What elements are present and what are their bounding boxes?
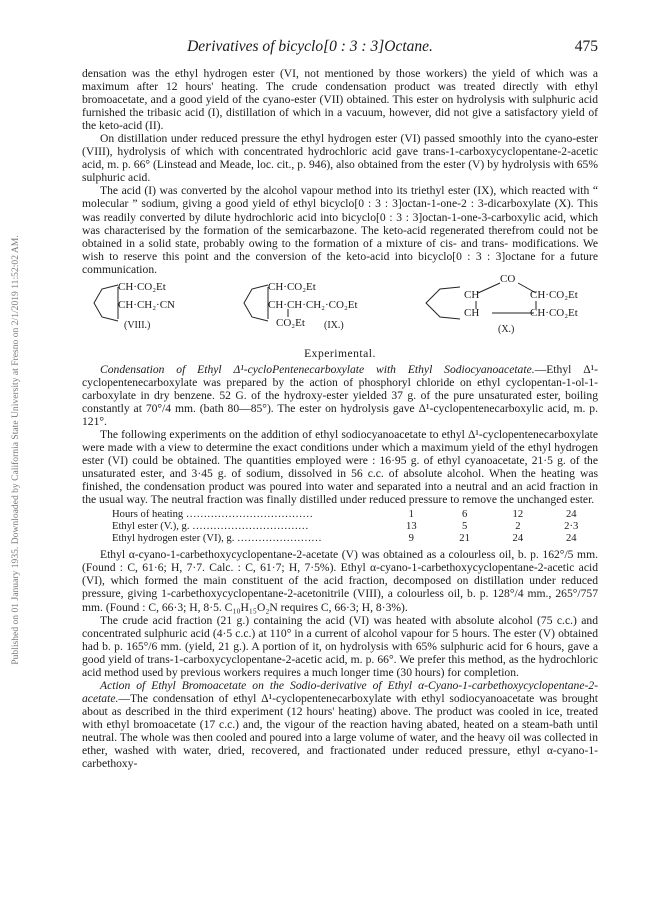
table-cell: 9 xyxy=(408,533,414,545)
action-text: —The condensation of ethyl Δ¹-cyclopentenecarboxylate with ethyl sodiocyanoacetate was brought about as described in the third experiment (12 hours' heating) above. The product was cooled in ice, treated with ethyl bromoacetate (17 c.c.) and, the vigour of the reaction having abated, heated on a steam-bath until neutral. The whole was then cooled and poured into a large volume of water, and the heavy oil was collected in ether, washed with water, dried, recovered, and fractionated under reduced pressure, ethyl α-cyano-1-carbethoxy- xyxy=(82,691,598,771)
formula-x-right-top: CH·CO₂Et xyxy=(530,288,578,301)
table-cell: 1 xyxy=(408,509,414,521)
condensation-text: —Ethyl Δ¹-cyclopentenecarboxylate was prepared by the action of phosphoryl chloride on ethyl cyclopentan-1-ol-1-carboxylate in dry benzene. 52 G. of the hydroxy-ester yielded 37 g. of the pure unsaturated ester, boiling constantly at 70°/4 mm. (bath 80—85°). The ester on hydrolysis gave Δ¹-cyclopentenecarboxylic acid, m. p. 121°. xyxy=(82,362,598,428)
table-row-label: Ethyl hydrogen ester (VI), g. …………………… xyxy=(112,533,322,545)
table-row-label: Hours of heating ……………………………… xyxy=(112,509,313,521)
formula-x xyxy=(418,272,598,339)
paragraph: densation was the ethyl hydrogen ester (VI, not mentioned by those workers) the yield of which was a maximum after 12 hours' heating. The crude condensation product was treated directly with ethyl bromoacetate, and a good yield of the cyano-ester (VII) obtained. This ester on hydrolysis with sulphuric acid furnished the tribasic acid (I), distillation of which in a vacuum, however, did not give a satisfactory yield of the keto-acid (II). xyxy=(82,67,598,133)
formula-ix xyxy=(242,279,412,339)
table-cell: 2 xyxy=(515,521,521,533)
table-cell: 5 xyxy=(461,521,468,533)
table-row xyxy=(112,521,598,533)
paragraph-following: The following experiments on the addition of ethyl sodiocyanoacetate to ethyl Δ¹-cyclopentenecarboxylate were made with a view to determine the exact conditions under which a maximum yield of the ethyl hydrogen ester (VI) could be obtained. The quantities employed were : 16·95 g. of ethyl cyanoacetate, 21·5 g. of the unsaturated ester, and 3·45 g. of sodium, dissolved in 56 c.c. of absolute alcohol. When the heating was finished, the condensation product was poured into water and separated into a neutral and an acid fraction in the usual way. The neutral fraction was finally distilled under reduced pressure to remove the unchanged ester. xyxy=(82,428,598,507)
action-heading: Action of Ethyl Bromoacetate on the Sodio-derivative of Ethyl α-Cyano-1-carbethoxycyclopentane-2-acetate. xyxy=(82,678,598,705)
section-title-experimental: Experimental. xyxy=(304,346,376,360)
formula-x-right-bottom: CH·CO₂Et xyxy=(530,306,578,319)
table-row xyxy=(112,509,598,521)
table-cell: 24 xyxy=(565,509,577,521)
paragraph: The crude acid fraction (21 g.) containing the acid (VI) was heated with absolute alcohol (75 c.c.) and concentrated sulphuric acid (4·5 c.c.) at 110° in a current of alcohol vapour for 5 hours. The ester (V) obtained had b. p. 165°/6 mm. (yield, 21 g.). A portion of it, on hydrolysis with 65% sulphuric acid for 6 hours, gave a good yield of trans-1-carboxycyclopentane-2-acetic acid, m. p. 66°. We prefer this method, as the hydrochloric acid method used by previous workers requires a much longer time (30 hours) for completion. xyxy=(82,613,598,679)
paragraph-action xyxy=(82,679,598,770)
table-cell: 2·3 xyxy=(564,521,579,533)
formula-ix-label: (IX.) xyxy=(324,319,344,331)
table-cell: 12 xyxy=(512,509,524,521)
paragraph-condensation xyxy=(82,363,598,428)
table-row xyxy=(112,533,598,545)
formula-x-co: CO xyxy=(500,272,516,285)
heating-results-table xyxy=(112,509,598,545)
table-cell: 24 xyxy=(512,533,524,545)
table-cell: 13 xyxy=(406,521,417,533)
condensation-heading: Condensation of Ethyl Δ¹-cycloPentenecarboxylate with Ethyl Sodiocyanoacetate. xyxy=(100,362,535,376)
formula-viii-line2: CH·CH₂·CN xyxy=(118,298,176,311)
paragraph: The acid (I) was converted by the alcohol vapour method into its triethyl ester (IX), which reacted with “ molecular ” sodium, giving a good yield of ethyl bicyclo[0 : 3 : 3]octan-1-one-2 : 3-dicarboxylate (X). This was readily converted by dilute hydrochloric acid into bicyclo[0 : 3 : 3]octan-1-one-3-carboxylic acid, which was characterised by the formation of the semicarbazone. The keto-acid regenerated therefrom could not be obtained in a solid state, probably owing to the formation of a mixture of cis- and trans- modifications. We wish to reserve this point and the conversion of the keto-acid into bicyclo[0 : 3 : 3]octane for a future communication. xyxy=(82,184,598,276)
formula-viii-line1: CH·CO₂Et xyxy=(118,280,166,293)
page-header xyxy=(82,38,598,58)
formula-ix-line3: CO₂Et xyxy=(276,316,305,329)
download-watermark-text[interactable]: Published on 01 January 1935. Downloaded by California State University at Fresno on 2/1/2019 11:52:02 AM. xyxy=(10,235,21,665)
formula-x-left-top: CH xyxy=(464,288,480,301)
page-number: 475 xyxy=(574,38,598,55)
paragraph: On distillation under reduced pressure the ethyl hydrogen ester (VI) passed smoothly into the cyano-ester (VIII), hydrolysis of which with concentrated hydrochloric acid gave trans-1-carboxycyclopentane-2-acetic acid, m. p. 66° (Linstead and Meade, loc. cit., p. 946), also obtained from the ester (V) by hydrolysis with 65% sulphuric acid. xyxy=(82,132,598,185)
formula-ix-line1: CH·CO₂Et xyxy=(268,280,316,293)
structural-formulas xyxy=(82,272,598,341)
running-title: Derivatives of bicyclo[0 : 3 : 3]Octane. xyxy=(187,38,433,55)
article-body xyxy=(82,67,598,770)
table-cell: 24 xyxy=(565,533,577,545)
formula-viii xyxy=(90,279,220,339)
formula-x-left-bottom: CH xyxy=(464,306,480,319)
formula-viii-label: (VIII.) xyxy=(124,319,151,331)
table-cell: 21 xyxy=(459,533,470,545)
formula-ix-line2: CH·CH·CH₂·CO₂Et xyxy=(268,298,358,311)
table-cell: 6 xyxy=(461,509,468,521)
download-watermark xyxy=(2,90,21,810)
formula-x-label: (X.) xyxy=(498,323,515,335)
paragraph: Ethyl α-cyano-1-carbethoxycyclopentane-2-acetate (V) was obtained as a colourless oil, b. p. 162°/5 mm. (Found : C, 61·6; H, 7·7. Calc. : C, 61·7; H, 7·5%). Ethyl α-cyano-1-carbethoxycyclopentane-2-acetic acid (VI), which formed the main constituent of the acid fraction, decomposed on distillation under reduced pressure, giving 1-carbethoxycyclopentane-2-acetonitrile (VIII), a colourless oil, b. p. 128°/4 mm., 265°/757 mm. (Found : C, 66·3; H, 8·5. C₁₀H₁₅O₂N requires C, 66·3; H, 8·3%). xyxy=(82,548,598,614)
table-row-label: Ethyl ester (V.), g. …………………………… xyxy=(112,521,309,533)
